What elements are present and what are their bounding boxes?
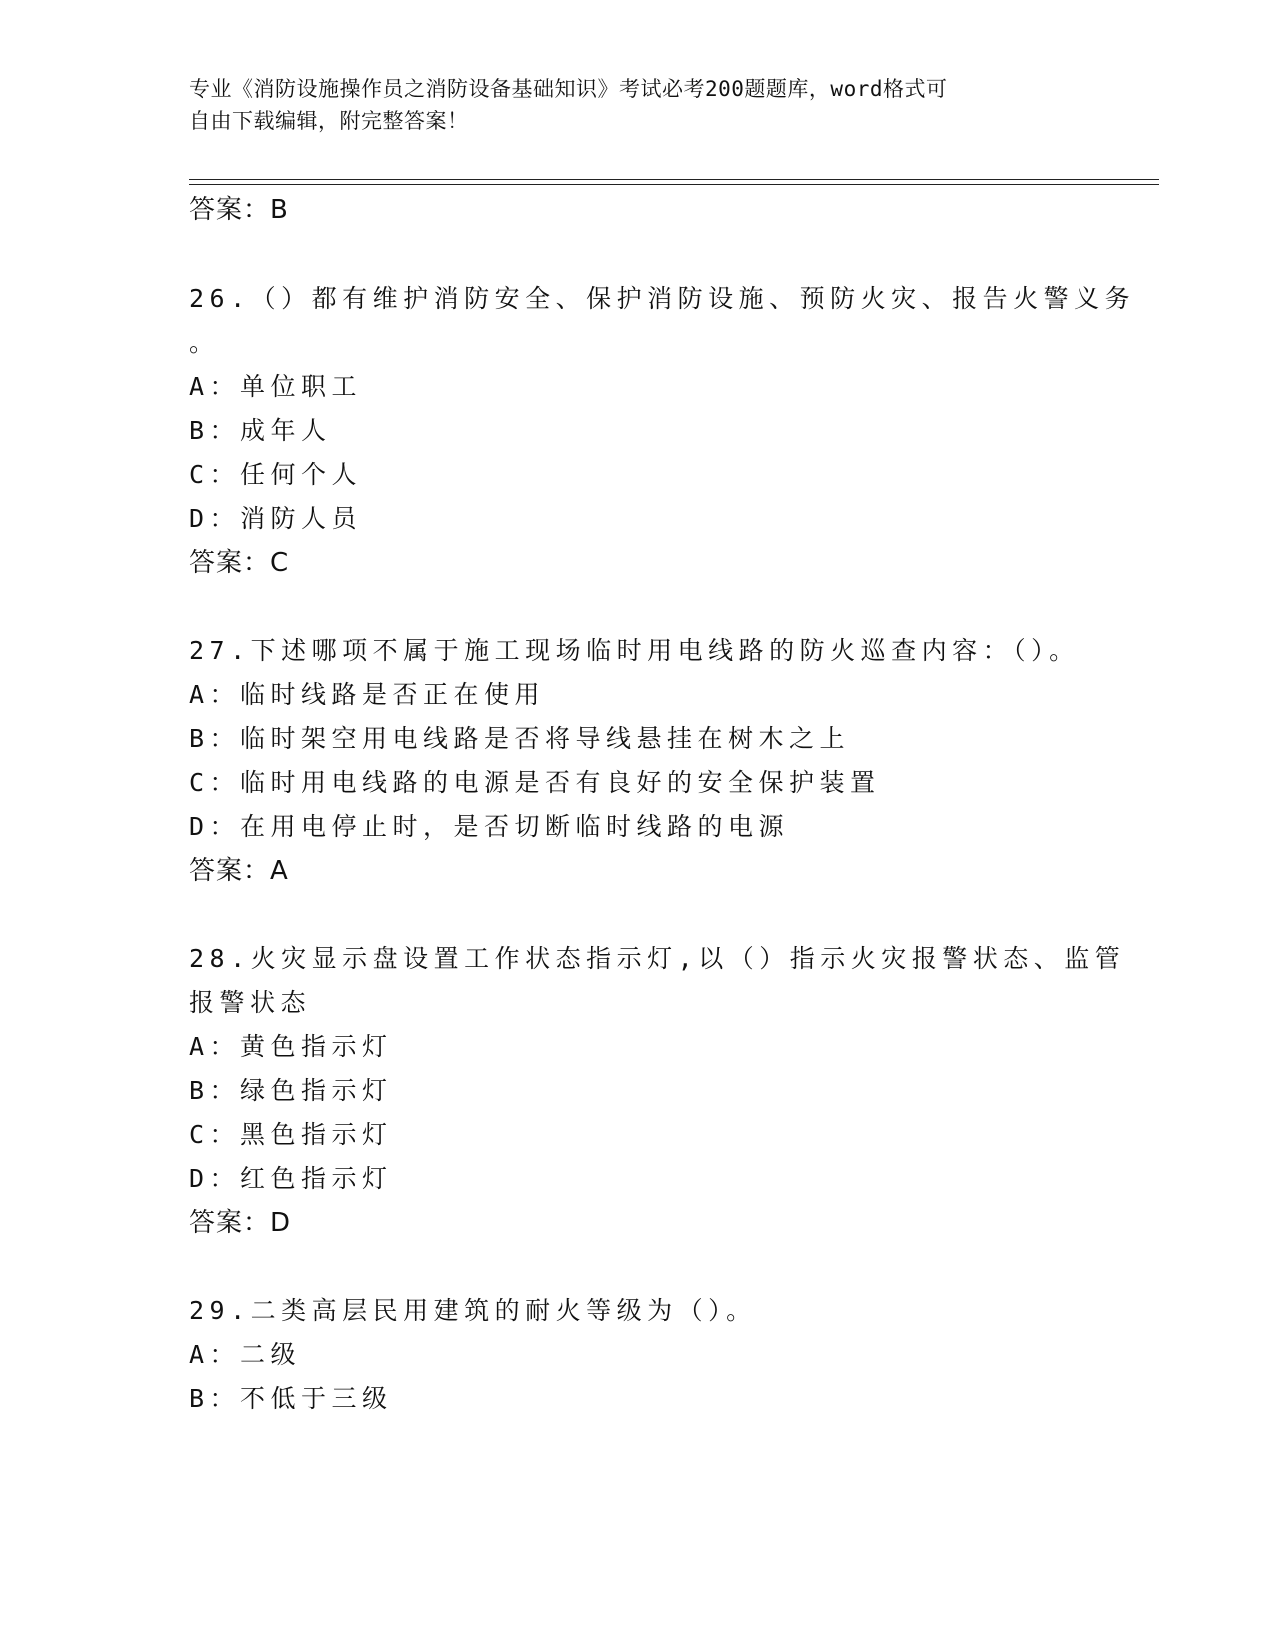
question-26-option-a: A：单位职工 — [189, 372, 363, 401]
question-27-option-a: A：临时线路是否正在使用 — [189, 680, 546, 709]
question-27-option-c: C：临时用电线路的电源是否有良好的安全保护装置 — [189, 768, 881, 797]
question-29-option-b: B：不低于三级 — [189, 1384, 393, 1413]
header-line-2: 自由下载编辑，附完整答案！ — [189, 109, 469, 133]
previous-answer: 答案：B — [189, 195, 289, 225]
question-28-option-c: C：黑色指示灯 — [189, 1120, 393, 1149]
question-27-option-d: D：在用电停止时，是否切断临时线路的电源 — [189, 812, 790, 841]
question-28-option-d: D：红色指示灯 — [189, 1164, 393, 1193]
question-26-answer: 答案：C — [189, 548, 290, 578]
question-26-stem: 26.（）都有维护消防安全、保护消防设施、预防火灾、报告火警义务 — [189, 284, 1136, 313]
question-29-stem: 29.二类高层民用建筑的耐火等级为（）。 — [189, 1296, 757, 1325]
question-26-stem-cont: 。 — [189, 328, 220, 357]
question-26-option-c: C：任何个人 — [189, 460, 363, 489]
header-divider-top — [189, 179, 1159, 180]
question-28-option-b: B：绿色指示灯 — [189, 1076, 393, 1105]
question-26-option-d: D：消防人员 — [189, 504, 363, 533]
question-27-answer: 答案：A — [189, 856, 289, 886]
question-26-option-b: B：成年人 — [189, 416, 332, 445]
question-27-stem: 27.下述哪项不属于施工现场临时用电线路的防火巡查内容：（）。 — [189, 636, 1080, 665]
header-line-1: 专业《消防设施操作员之消防设备基础知识》考试必考200题题库，word格式可 — [189, 77, 948, 101]
document-header — [189, 73, 1089, 137]
question-27-option-b: B：临时架空用电线路是否将导线悬挂在树木之上 — [189, 724, 851, 753]
question-28-answer: 答案：D — [189, 1208, 292, 1238]
question-28-stem-cont: 报警状态 — [189, 988, 312, 1017]
header-divider-bottom — [189, 184, 1159, 185]
question-29-option-a: A：二级 — [189, 1340, 302, 1369]
question-28-option-a: A：黄色指示灯 — [189, 1032, 393, 1061]
question-28-stem: 28.火灾显示盘设置工作状态指示灯,以（）指示火灾报警状态、监管 — [189, 944, 1126, 973]
